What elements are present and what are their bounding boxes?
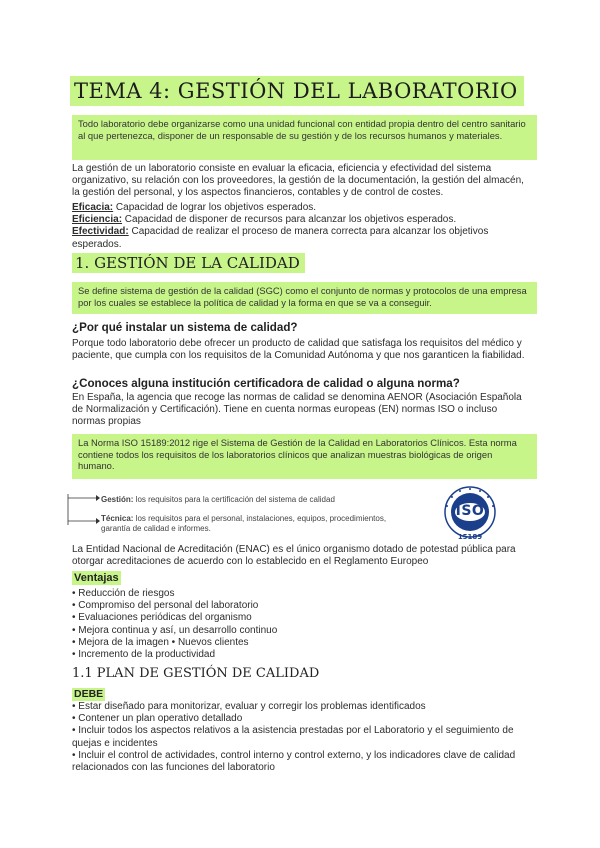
definition-term: Efectividad: [72, 226, 129, 238]
definition-text: Capacidad de disponer de recursos para alcanzar los objetivos esperados. [122, 214, 457, 226]
definition-eficiencia [72, 214, 528, 226]
intro-box-text: Todo laboratorio debe organizarse como una unidad funcional con entidad propia dentro del centro sanitario al que pertenezca, disponer de un responsable de su gestión y de los recursos humanos y materiales. [78, 118, 526, 141]
branch-text: los requisitos para la certificación del sistema de calidad [133, 495, 335, 504]
iso-logo [440, 484, 500, 544]
list-item: • Incluir todos los aspectos relativos a la asistencia prestadas por el Laboratorio y el seguimiento de quejas e incidentes [72, 725, 514, 749]
branch-term: Técnica: [101, 514, 134, 523]
ventajas-label: Ventajas [74, 572, 119, 584]
iso-15189-text: La Norma ISO 15189:2012 rige el Sistema de Gestión de la Calidad en Laboratorios Clínicos. Esta norma contiene todos los requisitos de los laboratorios clínicos que analizan muestras biológicas de origen humano. [78, 437, 517, 471]
question-certifying-institution: ¿Conoces alguna institución certificadora de calidad o alguna norma? [72, 377, 460, 390]
list-item: • Incluir el control de actividades, control interno y control externo, y los indicadores clave de calidad relacionados con las funciones del laboratorio [72, 749, 516, 774]
list-item: • Mejora continua y así, un desarrollo continuo [72, 624, 278, 636]
definition-term: Eficacia: [72, 202, 114, 213]
enac-paragraph: La Entidad Nacional de Acreditación (ENAC) es el único organismo dotado de potestad pública para otorgar acreditaciones de acuerdo con lo establecido en el Reglamento Europeo [72, 544, 516, 568]
diagram-branch-tecnica [101, 514, 411, 534]
definitions-list [72, 202, 528, 251]
sgc-definition-text: Se define sistema de gestión de la calidad (SGC) como el conjunto de normas y protocolos de una empresa por los cuales se establece la política de calidad y la forma en que se va a conseguir. [78, 285, 527, 308]
section-heading-plan-gestion: 1.1 PLAN DE GESTIÓN DE CALIDAD [72, 666, 320, 681]
iso-logo-text: ISO [455, 503, 485, 519]
list-item: • Evaluaciones periódicas del organismo [72, 612, 252, 624]
iso-logo-number: 15189 [457, 533, 483, 541]
bracket-diagram-lines [64, 490, 104, 540]
definition-efectividad [72, 226, 528, 250]
list-item: • Mejora de la imagen • Nuevos clientes [72, 636, 249, 648]
answer-why-quality-system: Porque todo laboratorio debe ofrecer un producto de calidad que satisfaga los requisitos del médico y paciente, que cumpla con los requisitos de la Comunidad Autónoma y que nos garanticen la fiabilidad. [72, 338, 525, 362]
page-title: TEMA 4: GESTIÓN DEL LABORATORIO [70, 76, 524, 106]
definition-eficacia [72, 202, 528, 214]
ventajas-list [72, 588, 277, 661]
question-why-quality-system: ¿Por qué instalar un sistema de calidad? [72, 321, 298, 334]
definition-term: Eficiencia: [72, 214, 123, 226]
answer-certifying-institution: En España, la agencia que recoge las normas de calidad se denomina AENOR (Asociación Española de Normalización y Certificación). Tiene en cuenta normas europeas (EN) normas ISO o incluso normas propias [72, 392, 522, 428]
list-item: • Incremento de la productividad [72, 649, 216, 661]
list-item: • Estar diseñado para monitorizar, evaluar y corregir los problemas identificados [72, 701, 426, 712]
sgc-definition-box [72, 282, 537, 314]
debe-list [72, 701, 528, 774]
definition-text: Capacidad de lograr los objetivos esperados. [113, 202, 317, 213]
diagram-branch-gestion [101, 495, 335, 505]
list-item: • Contener un plan operativo detallado [72, 713, 243, 725]
definition-text: Capacidad de realizar el proceso de manera correcta para alcanzar los objetivos esperados. [72, 226, 489, 250]
intro-highlight-box [72, 115, 537, 160]
intro-paragraph: La gestión de un laboratorio consiste en evaluar la eficacia, eficiencia y efectividad del sistema organizativo, su relación con los proveedores, la gestión de la documentación, la gestión del almacén, la gestión del personal, y los aspectos financieros, contables y de control de costes. [72, 163, 524, 199]
list-item: • Compromiso del personal del laboratorio [72, 600, 259, 612]
branch-text: los requisitos para el personal, instalaciones, equipos, procedimientos, garantía de calidad e informes. [101, 514, 387, 533]
branch-term: Gestión: [101, 495, 134, 504]
section-heading-gestion-calidad: 1. GESTIÓN DE LA CALIDAD [72, 253, 305, 273]
debe-label: DEBE [74, 688, 104, 700]
list-item: • Reducción de riesgos [72, 588, 175, 599]
iso-15189-box [72, 434, 537, 479]
